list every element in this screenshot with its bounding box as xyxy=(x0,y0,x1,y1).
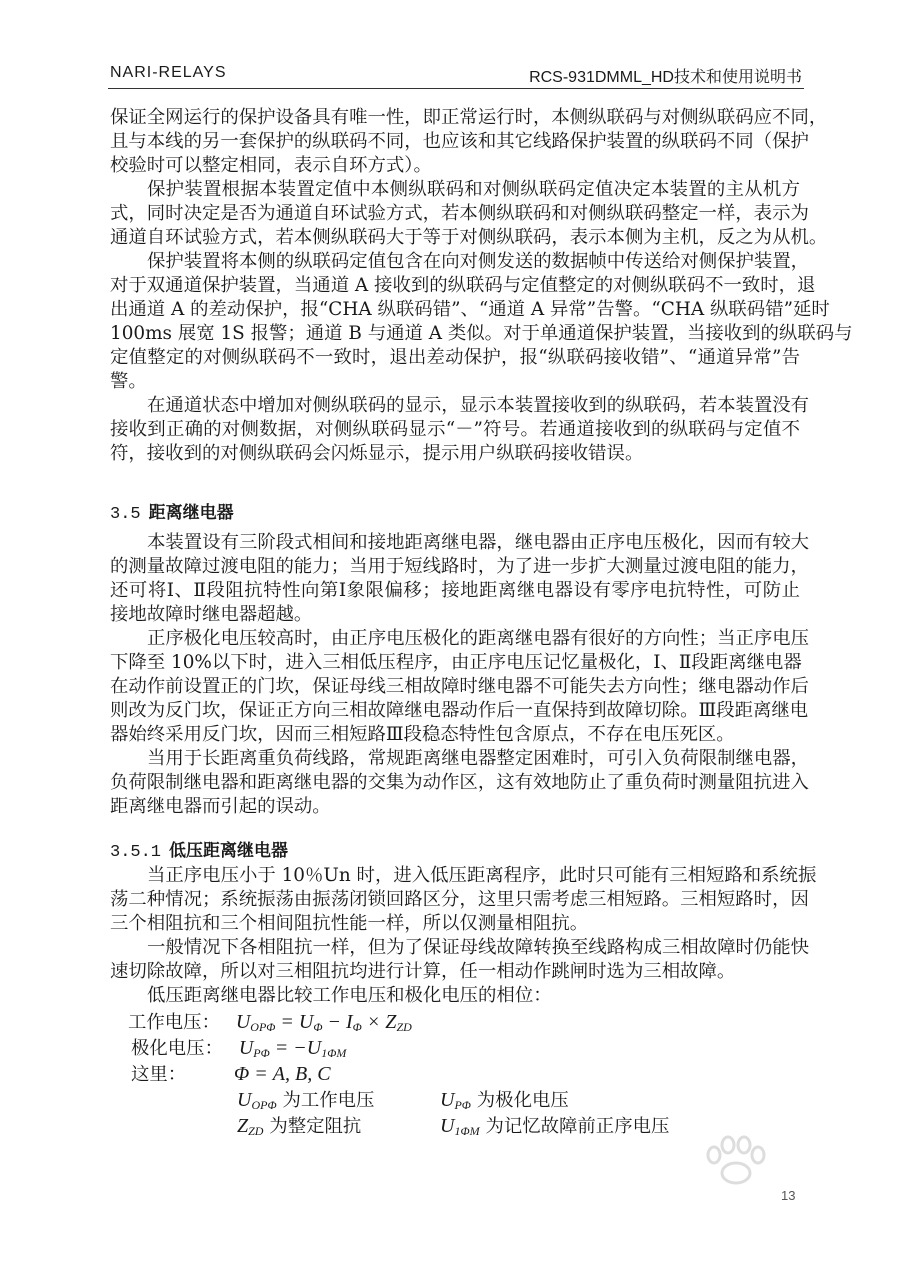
working-voltage-formula xyxy=(128,1010,412,1034)
u-op-symbol: $U_{OP\Phi}$ xyxy=(237,1089,277,1112)
polar-voltage-equation: $U_{P\Phi} = -U_{1\Phi M}$ xyxy=(238,1037,347,1060)
paragraph xyxy=(110,394,810,466)
text-line: 100ms 展宽 1S 报警；通道 B 与通道 A 类似。对于单通道保护装置，当接收到的纵联码与 xyxy=(110,323,853,344)
paragraph xyxy=(110,531,810,627)
paragraph xyxy=(110,864,817,936)
definition-text: 为工作电压 xyxy=(282,1090,375,1111)
paragraph xyxy=(110,936,810,984)
text-line: 本装置设有三阶段式相间和接地距离继电器，继电器由正序电压极化，因而有较大 xyxy=(147,532,810,553)
u-p-definition xyxy=(440,1088,569,1112)
text-line: 低压距离继电器比较工作电压和极化电压的相位： xyxy=(147,985,552,1006)
text-line: 当正序电压小于 10％Un 时，进入低压距离程序，此时只可能有三相短路和系统振 xyxy=(147,865,817,886)
intro-text xyxy=(110,106,853,466)
text-line: 校验时可以整定相同，表示自环方式）。 xyxy=(110,155,432,176)
text-line: 荡二种情况；系统振荡由振荡闭锁回路区分，这里只需考虑三相短路。三相短路时，因 xyxy=(110,889,809,910)
header-company: NARI-RELAYS xyxy=(110,64,227,81)
text-line: 速切除故障，所以对三相阻抗均进行计算，任一相动作跳闸时选为三相故障。 xyxy=(110,961,736,982)
u-1m-definition xyxy=(440,1114,669,1138)
text-line: 当用于长距离重负荷线路，常规距离继电器整定困难时，可引入负荷限制继电器， xyxy=(147,748,810,769)
header-doc-title: RCS-931DMML_HD技术和使用说明书 xyxy=(529,69,802,86)
section-3-5-1-text xyxy=(110,864,817,1008)
working-voltage-equation: $U_{OP\Phi} = U_\Phi - I_\Phi \times Z_{ZD}$ xyxy=(235,1011,412,1034)
paragraph xyxy=(110,178,828,250)
z-zd-definition xyxy=(237,1114,361,1138)
baidu-watermark-paw-icon xyxy=(700,1135,770,1185)
text-line: 负荷限制继电器和距离继电器的交集为动作区，这有效地防止了重负荷时测量阻抗进入 xyxy=(110,772,809,793)
formula-label: 极化电压： xyxy=(131,1038,223,1059)
text-line: 接收到正确的对侧数据，对侧纵联码显示“－”符号。若通道接收到的纵联码与定值不 xyxy=(110,419,800,440)
u-p-symbol: $U_{P\Phi}$ xyxy=(440,1089,471,1112)
text-line: 下降至 10%以下时，进入三相低压程序，由正序电压记忆量极化，Ⅰ、Ⅱ段距离继电器 xyxy=(110,652,802,673)
text-line: 符，接收到的对侧纵联码会闪烁显示，提示用户纵联码接收错误。 xyxy=(110,443,644,464)
text-line: 器始终采用反门坎，因而三相短路Ⅲ段稳态特性包含原点，不存在电压死区。 xyxy=(110,724,735,745)
text-line: 保护装置根据本装置定值中本侧纵联码和对侧纵联码定值决定本装置的主从机方 xyxy=(147,179,800,200)
text-line: 正序极化电压较高时，由正序电压极化的距离继电器有很好的方向性；当正序电压 xyxy=(147,628,810,649)
text-line: 通道自环试验方式，若本侧纵联码大于等于对侧纵联码，表示本侧为主机，反之为从机。 xyxy=(110,227,828,248)
paragraph xyxy=(110,106,828,178)
section-title: 低压距离继电器 xyxy=(169,841,289,861)
text-line: 定值整定的对侧纵联码不一致时，退出差动保护，报“纵联码接收错”、“通道异常”告 xyxy=(110,347,800,368)
u-op-definition xyxy=(237,1088,374,1112)
text-line: 接地故障时继电器超越。 xyxy=(110,604,313,625)
text-line: 出通道 A 的差动保护，报“CHA 纵联码错”、“通道 A 异常”告警。“CHA 纵联码错”延时 xyxy=(110,299,830,320)
section-number: 3.5.1 xyxy=(110,843,162,862)
section-heading-3-5-1 xyxy=(110,840,288,864)
section-title: 距离继电器 xyxy=(148,503,234,523)
section-3-5-text xyxy=(110,531,810,819)
definition-text: 为记忆故障前正序电压 xyxy=(485,1116,670,1137)
formula-label: 工作电压： xyxy=(128,1012,220,1033)
page-number: 13 xyxy=(781,1188,796,1203)
text-line: 警。 xyxy=(110,371,147,392)
text-line: 保证全网运行的保护设备具有唯一性，即正常运行时，本侧纵联码与对侧纵联码应不同， xyxy=(110,107,828,128)
formula-label: 这里： xyxy=(131,1064,187,1085)
page-header xyxy=(108,64,804,89)
text-line: 在动作前设置正的门坎，保证母线三相故障时继电器不可能失去方向性；继电器动作后 xyxy=(110,676,809,697)
text-line: 一般情况下各相阻抗一样，但为了保证母线故障转换至线路构成三相故障时仍能快 xyxy=(147,937,810,958)
definition-text: 为整定阻抗 xyxy=(269,1116,362,1137)
text-line: 则改为反门坎，保证正方向三相故障继电器动作后一直保持到故障切除。Ⅲ段距离继电 xyxy=(110,700,809,721)
paragraph xyxy=(110,627,810,747)
text-line: 对于双通道保护装置，当通道 A 接收到的纵联码与定值整定的对侧纵联码不一致时，退 xyxy=(110,275,816,296)
phi-definition: Φ = A, B, C xyxy=(234,1063,331,1085)
text-line: 且与本线的另一套保护的纵联码不同，也应该和其它线路保护装置的纵联码不同（保护 xyxy=(110,131,809,152)
text-line: 还可将Ⅰ、Ⅱ段阻抗特性向第Ⅰ象限偏移；接地距离继电器设有零序电抗特性，可防止 xyxy=(110,580,800,601)
paragraph xyxy=(110,984,800,1008)
z-zd-symbol: $Z_{ZD}$ xyxy=(237,1115,264,1138)
paragraph xyxy=(110,747,810,819)
polar-voltage-formula xyxy=(131,1036,346,1060)
paragraph xyxy=(110,250,853,394)
text-line: 的测量故障过渡电阻的能力；当用于短线路时，为了进一步扩大测量过渡电阻的能力， xyxy=(110,556,809,577)
text-line: 式，同时决定是否为通道自环试验方式，若本侧纵联码和对侧纵联码整定一样，表示为 xyxy=(110,203,809,224)
phase-definition xyxy=(131,1062,331,1086)
section-heading-3-5 xyxy=(110,502,234,526)
text-line: 距离继电器而引起的误动。 xyxy=(110,796,331,817)
text-line: 在通道状态中增加对侧纵联码的显示，显示本装置接收到的纵联码，若本装置没有 xyxy=(147,395,810,416)
section-number: 3.5 xyxy=(110,505,141,524)
u-1m-symbol: $U_{1\Phi M}$ xyxy=(440,1115,480,1138)
definition-text: 为极化电压 xyxy=(476,1090,569,1111)
text-line: 保护装置将本侧的纵联码定值包含在向对侧发送的数据帧中传送给对侧保护装置， xyxy=(147,251,810,272)
text-line: 三个相阻抗和三个相间阻抗性能一样，所以仅测量相阻抗。 xyxy=(110,913,589,934)
